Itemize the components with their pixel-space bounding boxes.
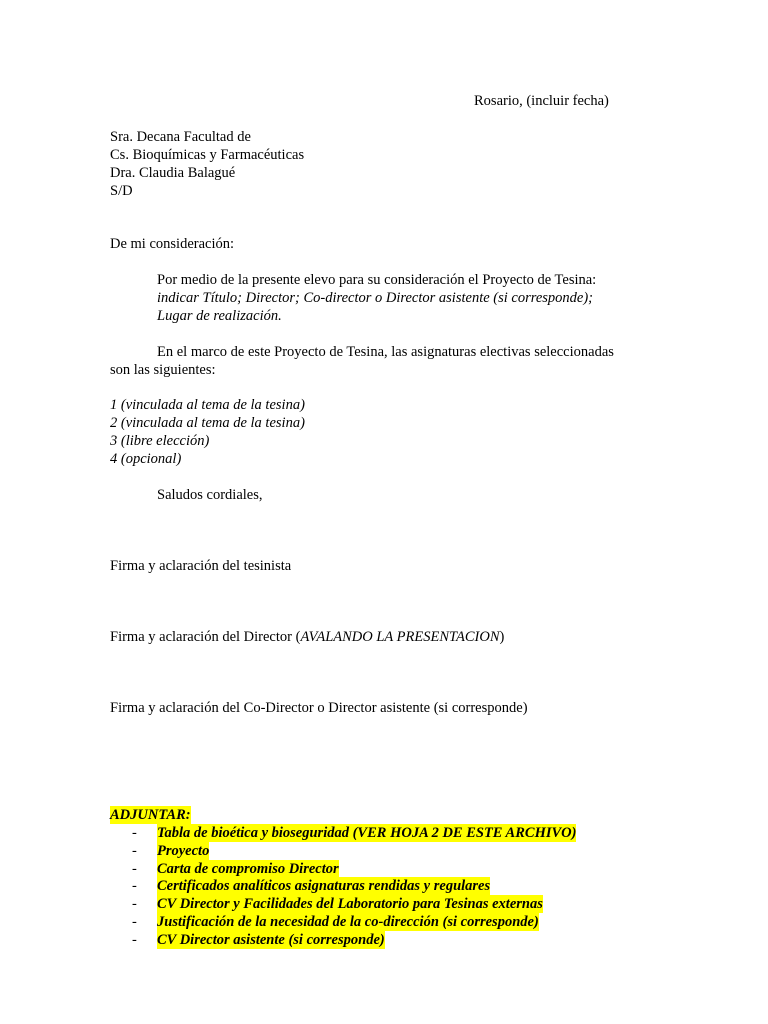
attachment-item: Proyecto bbox=[157, 843, 210, 859]
paragraph-text: son las siguientes: bbox=[110, 362, 216, 378]
bullet-dash: - bbox=[132, 932, 137, 948]
bullet-dash: - bbox=[132, 825, 137, 841]
recipient-line: S/D bbox=[110, 183, 133, 199]
attachment-item: CV Director y Facilidades del Laboratorio para Tesinas externas bbox=[157, 896, 543, 912]
recipient-line: Sra. Decana Facultad de bbox=[110, 129, 251, 145]
signature-director-note: AVALANDO LA PRESENTACION bbox=[300, 629, 500, 645]
attachment-item: Justificación de la necesidad de la co-dirección (si corresponde) bbox=[157, 914, 539, 930]
signature-tesinista: Firma y aclaración del tesinista bbox=[110, 558, 292, 574]
recipient-line: Dra. Claudia Balagué bbox=[110, 165, 236, 181]
bullet-dash: - bbox=[132, 878, 137, 894]
subject-item: 2 (vinculada al tema de la tesina) bbox=[110, 415, 305, 431]
bullet-dash: - bbox=[132, 843, 137, 859]
signature-director bbox=[110, 628, 504, 646]
signature-director-label: Firma y aclaración del Director ( bbox=[110, 629, 301, 645]
subject-item: 3 (libre elección) bbox=[110, 433, 210, 449]
signature-director-close: ) bbox=[499, 629, 505, 645]
bullet-dash: - bbox=[132, 914, 137, 930]
paragraph-instruction: Lugar de realización. bbox=[157, 308, 282, 324]
closing: Saludos cordiales, bbox=[157, 487, 263, 503]
attachment-item: Tabla de bioética y bioseguridad (VER HOJA 2 DE ESTE ARCHIVO) bbox=[157, 825, 577, 841]
attachment-item: Certificados analíticos asignaturas rendidas y regulares bbox=[157, 878, 491, 894]
bullet-dash: - bbox=[132, 896, 137, 912]
bullet-dash: - bbox=[132, 861, 137, 877]
recipient-line: Cs. Bioquímicas y Farmacéuticas bbox=[110, 147, 305, 163]
subject-item: 4 (opcional) bbox=[110, 451, 182, 467]
signature-codirector: Firma y aclaración del Co-Director o Director asistente (si corresponde) bbox=[110, 700, 528, 716]
paragraph-text: Por medio de la presente elevo para su consideración el Proyecto de Tesina: bbox=[157, 272, 597, 288]
paragraph-text: En el marco de este Proyecto de Tesina, las asignaturas electivas seleccionadas bbox=[157, 344, 614, 360]
attachment-item: Carta de compromiso Director bbox=[157, 861, 339, 877]
date-line: Rosario, (incluir fecha) bbox=[474, 93, 609, 109]
attachments-heading: ADJUNTAR: bbox=[110, 807, 191, 823]
attachment-item: CV Director asistente (si corresponde) bbox=[157, 932, 385, 948]
paragraph-instruction: indicar Título; Director; Co-director o Director asistente (si corresponde); bbox=[157, 290, 594, 306]
greeting: De mi consideración: bbox=[110, 236, 235, 252]
subject-item: 1 (vinculada al tema de la tesina) bbox=[110, 397, 305, 413]
